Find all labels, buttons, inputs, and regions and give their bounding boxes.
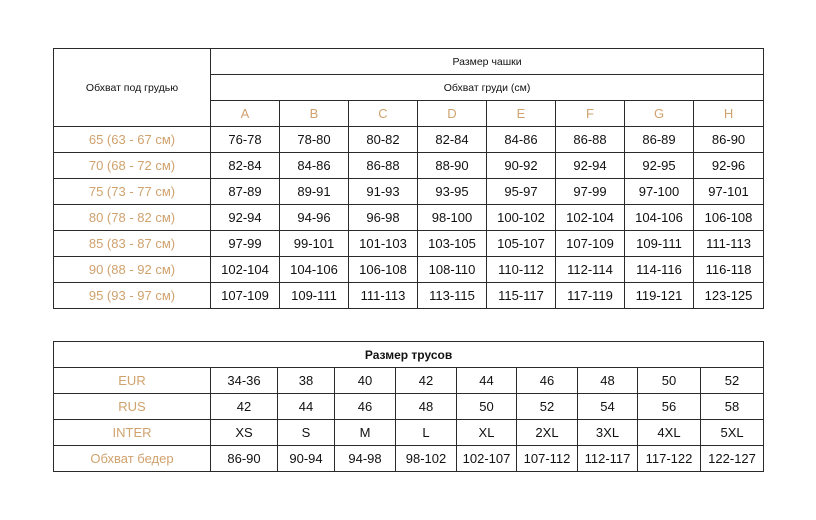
panty-size-cell: 4XL bbox=[638, 420, 701, 446]
panty-row-label: EUR bbox=[54, 368, 211, 394]
underbust-header: Обхват под грудью bbox=[54, 49, 211, 127]
bust-range-cell: 104-106 bbox=[280, 257, 349, 283]
underbust-label: 70 (68 - 72 см) bbox=[54, 153, 211, 179]
bust-range-cell: 115-117 bbox=[487, 283, 556, 309]
panty-size-cell: 42 bbox=[211, 394, 278, 420]
panty-size-cell: 117-122 bbox=[638, 446, 701, 472]
cup-size-header: Размер чашки bbox=[211, 49, 764, 75]
bust-range-cell: 106-108 bbox=[694, 205, 764, 231]
panty-size-cell: 34-36 bbox=[211, 368, 278, 394]
bust-range-cell: 94-96 bbox=[280, 205, 349, 231]
bust-range-cell: 91-93 bbox=[349, 179, 418, 205]
bust-range-cell: 101-103 bbox=[349, 231, 418, 257]
panty-size-cell: 94-98 bbox=[335, 446, 396, 472]
panty-size-cell: 52 bbox=[517, 394, 578, 420]
bust-range-cell: 111-113 bbox=[349, 283, 418, 309]
panty-size-cell: 46 bbox=[335, 394, 396, 420]
bust-range-cell: 102-104 bbox=[211, 257, 280, 283]
underbust-label: 75 (73 - 77 см) bbox=[54, 179, 211, 205]
bust-range-cell: 112-114 bbox=[556, 257, 625, 283]
bust-range-cell: 100-102 bbox=[487, 205, 556, 231]
cup-letter: G bbox=[625, 101, 694, 127]
cup-letter: A bbox=[211, 101, 280, 127]
bust-range-cell: 97-99 bbox=[556, 179, 625, 205]
bust-range-cell: 114-116 bbox=[625, 257, 694, 283]
panty-size-cell: 46 bbox=[517, 368, 578, 394]
panty-size-cell: 48 bbox=[396, 394, 457, 420]
bust-range-cell: 82-84 bbox=[418, 127, 487, 153]
panty-size-cell: 107-112 bbox=[517, 446, 578, 472]
panty-size-cell: 40 bbox=[335, 368, 396, 394]
bust-range-cell: 113-115 bbox=[418, 283, 487, 309]
underbust-label: 90 (88 - 92 см) bbox=[54, 257, 211, 283]
bust-range-cell: 86-89 bbox=[625, 127, 694, 153]
panty-size-cell: XL bbox=[457, 420, 517, 446]
bra-size-row bbox=[54, 257, 764, 283]
underbust-label: 65 (63 - 67 см) bbox=[54, 127, 211, 153]
panty-size-cell: 42 bbox=[396, 368, 457, 394]
bust-range-cell: 97-100 bbox=[625, 179, 694, 205]
bust-range-cell: 86-90 bbox=[694, 127, 764, 153]
bust-range-cell: 107-109 bbox=[556, 231, 625, 257]
bust-range-cell: 97-101 bbox=[694, 179, 764, 205]
bust-range-cell: 93-95 bbox=[418, 179, 487, 205]
bust-range-cell: 104-106 bbox=[625, 205, 694, 231]
bra-size-table bbox=[53, 48, 764, 309]
bust-range-cell: 102-104 bbox=[556, 205, 625, 231]
bust-circumference-header: Обхват груди (см) bbox=[211, 75, 764, 101]
panty-size-cell: 54 bbox=[578, 394, 638, 420]
panty-size-cell: 112-117 bbox=[578, 446, 638, 472]
bra-size-row bbox=[54, 127, 764, 153]
bust-range-cell: 105-107 bbox=[487, 231, 556, 257]
panty-size-cell: S bbox=[278, 420, 335, 446]
bra-size-row bbox=[54, 283, 764, 309]
panty-size-cell: 38 bbox=[278, 368, 335, 394]
panty-size-row bbox=[54, 446, 764, 472]
panty-row-label: INTER bbox=[54, 420, 211, 446]
bust-range-cell: 84-86 bbox=[280, 153, 349, 179]
bust-range-cell: 107-109 bbox=[211, 283, 280, 309]
panty-size-cell: 3XL bbox=[578, 420, 638, 446]
panty-row-label: Обхват бедер bbox=[54, 446, 211, 472]
bust-range-cell: 86-88 bbox=[556, 127, 625, 153]
panty-size-cell: 48 bbox=[578, 368, 638, 394]
bust-range-cell: 96-98 bbox=[349, 205, 418, 231]
panty-size-title: Размер трусов bbox=[54, 342, 764, 368]
bust-range-cell: 82-84 bbox=[211, 153, 280, 179]
bust-range-cell: 116-118 bbox=[694, 257, 764, 283]
bust-range-cell: 119-121 bbox=[625, 283, 694, 309]
panty-size-cell: 56 bbox=[638, 394, 701, 420]
panty-size-cell: L bbox=[396, 420, 457, 446]
bra-size-row bbox=[54, 231, 764, 257]
panty-size-cell: 50 bbox=[457, 394, 517, 420]
panty-size-cell: 5XL bbox=[701, 420, 764, 446]
panty-row-label: RUS bbox=[54, 394, 211, 420]
panty-size-cell: 102-107 bbox=[457, 446, 517, 472]
bust-range-cell: 76-78 bbox=[211, 127, 280, 153]
panty-size-cell: 98-102 bbox=[396, 446, 457, 472]
bust-range-cell: 92-96 bbox=[694, 153, 764, 179]
panty-size-table bbox=[53, 341, 764, 472]
cup-letter: B bbox=[280, 101, 349, 127]
panty-size-cell: 58 bbox=[701, 394, 764, 420]
bust-range-cell: 78-80 bbox=[280, 127, 349, 153]
bust-range-cell: 98-100 bbox=[418, 205, 487, 231]
panty-size-cell: 44 bbox=[457, 368, 517, 394]
bust-range-cell: 111-113 bbox=[694, 231, 764, 257]
panty-size-cell: 50 bbox=[638, 368, 701, 394]
bust-range-cell: 103-105 bbox=[418, 231, 487, 257]
bust-range-cell: 97-99 bbox=[211, 231, 280, 257]
bust-range-cell: 86-88 bbox=[349, 153, 418, 179]
panty-size-row bbox=[54, 420, 764, 446]
cup-letter: H bbox=[694, 101, 764, 127]
bust-range-cell: 90-92 bbox=[487, 153, 556, 179]
bust-range-cell: 80-82 bbox=[349, 127, 418, 153]
bust-range-cell: 110-112 bbox=[487, 257, 556, 283]
panty-size-cell: M bbox=[335, 420, 396, 446]
cup-letter: E bbox=[487, 101, 556, 127]
underbust-label: 85 (83 - 87 см) bbox=[54, 231, 211, 257]
bust-range-cell: 108-110 bbox=[418, 257, 487, 283]
panty-size-row bbox=[54, 394, 764, 420]
bust-range-cell: 109-111 bbox=[280, 283, 349, 309]
bust-range-cell: 89-91 bbox=[280, 179, 349, 205]
cup-letter: D bbox=[418, 101, 487, 127]
bust-range-cell: 88-90 bbox=[418, 153, 487, 179]
bust-range-cell: 92-95 bbox=[625, 153, 694, 179]
panty-size-cell: XS bbox=[211, 420, 278, 446]
panty-size-cell: 44 bbox=[278, 394, 335, 420]
panty-size-cell: 122-127 bbox=[701, 446, 764, 472]
panty-size-cell: 52 bbox=[701, 368, 764, 394]
bust-range-cell: 106-108 bbox=[349, 257, 418, 283]
cup-letter: F bbox=[556, 101, 625, 127]
bra-size-row bbox=[54, 153, 764, 179]
panty-size-cell: 86-90 bbox=[211, 446, 278, 472]
bust-range-cell: 109-111 bbox=[625, 231, 694, 257]
bust-range-cell: 92-94 bbox=[211, 205, 280, 231]
bust-range-cell: 123-125 bbox=[694, 283, 764, 309]
bust-range-cell: 99-101 bbox=[280, 231, 349, 257]
panty-size-cell: 90-94 bbox=[278, 446, 335, 472]
panty-size-cell: 2XL bbox=[517, 420, 578, 446]
bust-range-cell: 95-97 bbox=[487, 179, 556, 205]
bust-range-cell: 84-86 bbox=[487, 127, 556, 153]
bra-size-row bbox=[54, 205, 764, 231]
cup-letter: C bbox=[349, 101, 418, 127]
bust-range-cell: 117-119 bbox=[556, 283, 625, 309]
panty-size-row bbox=[54, 368, 764, 394]
underbust-label: 95 (93 - 97 см) bbox=[54, 283, 211, 309]
bust-range-cell: 87-89 bbox=[211, 179, 280, 205]
underbust-label: 80 (78 - 82 см) bbox=[54, 205, 211, 231]
bra-size-row bbox=[54, 179, 764, 205]
bust-range-cell: 92-94 bbox=[556, 153, 625, 179]
